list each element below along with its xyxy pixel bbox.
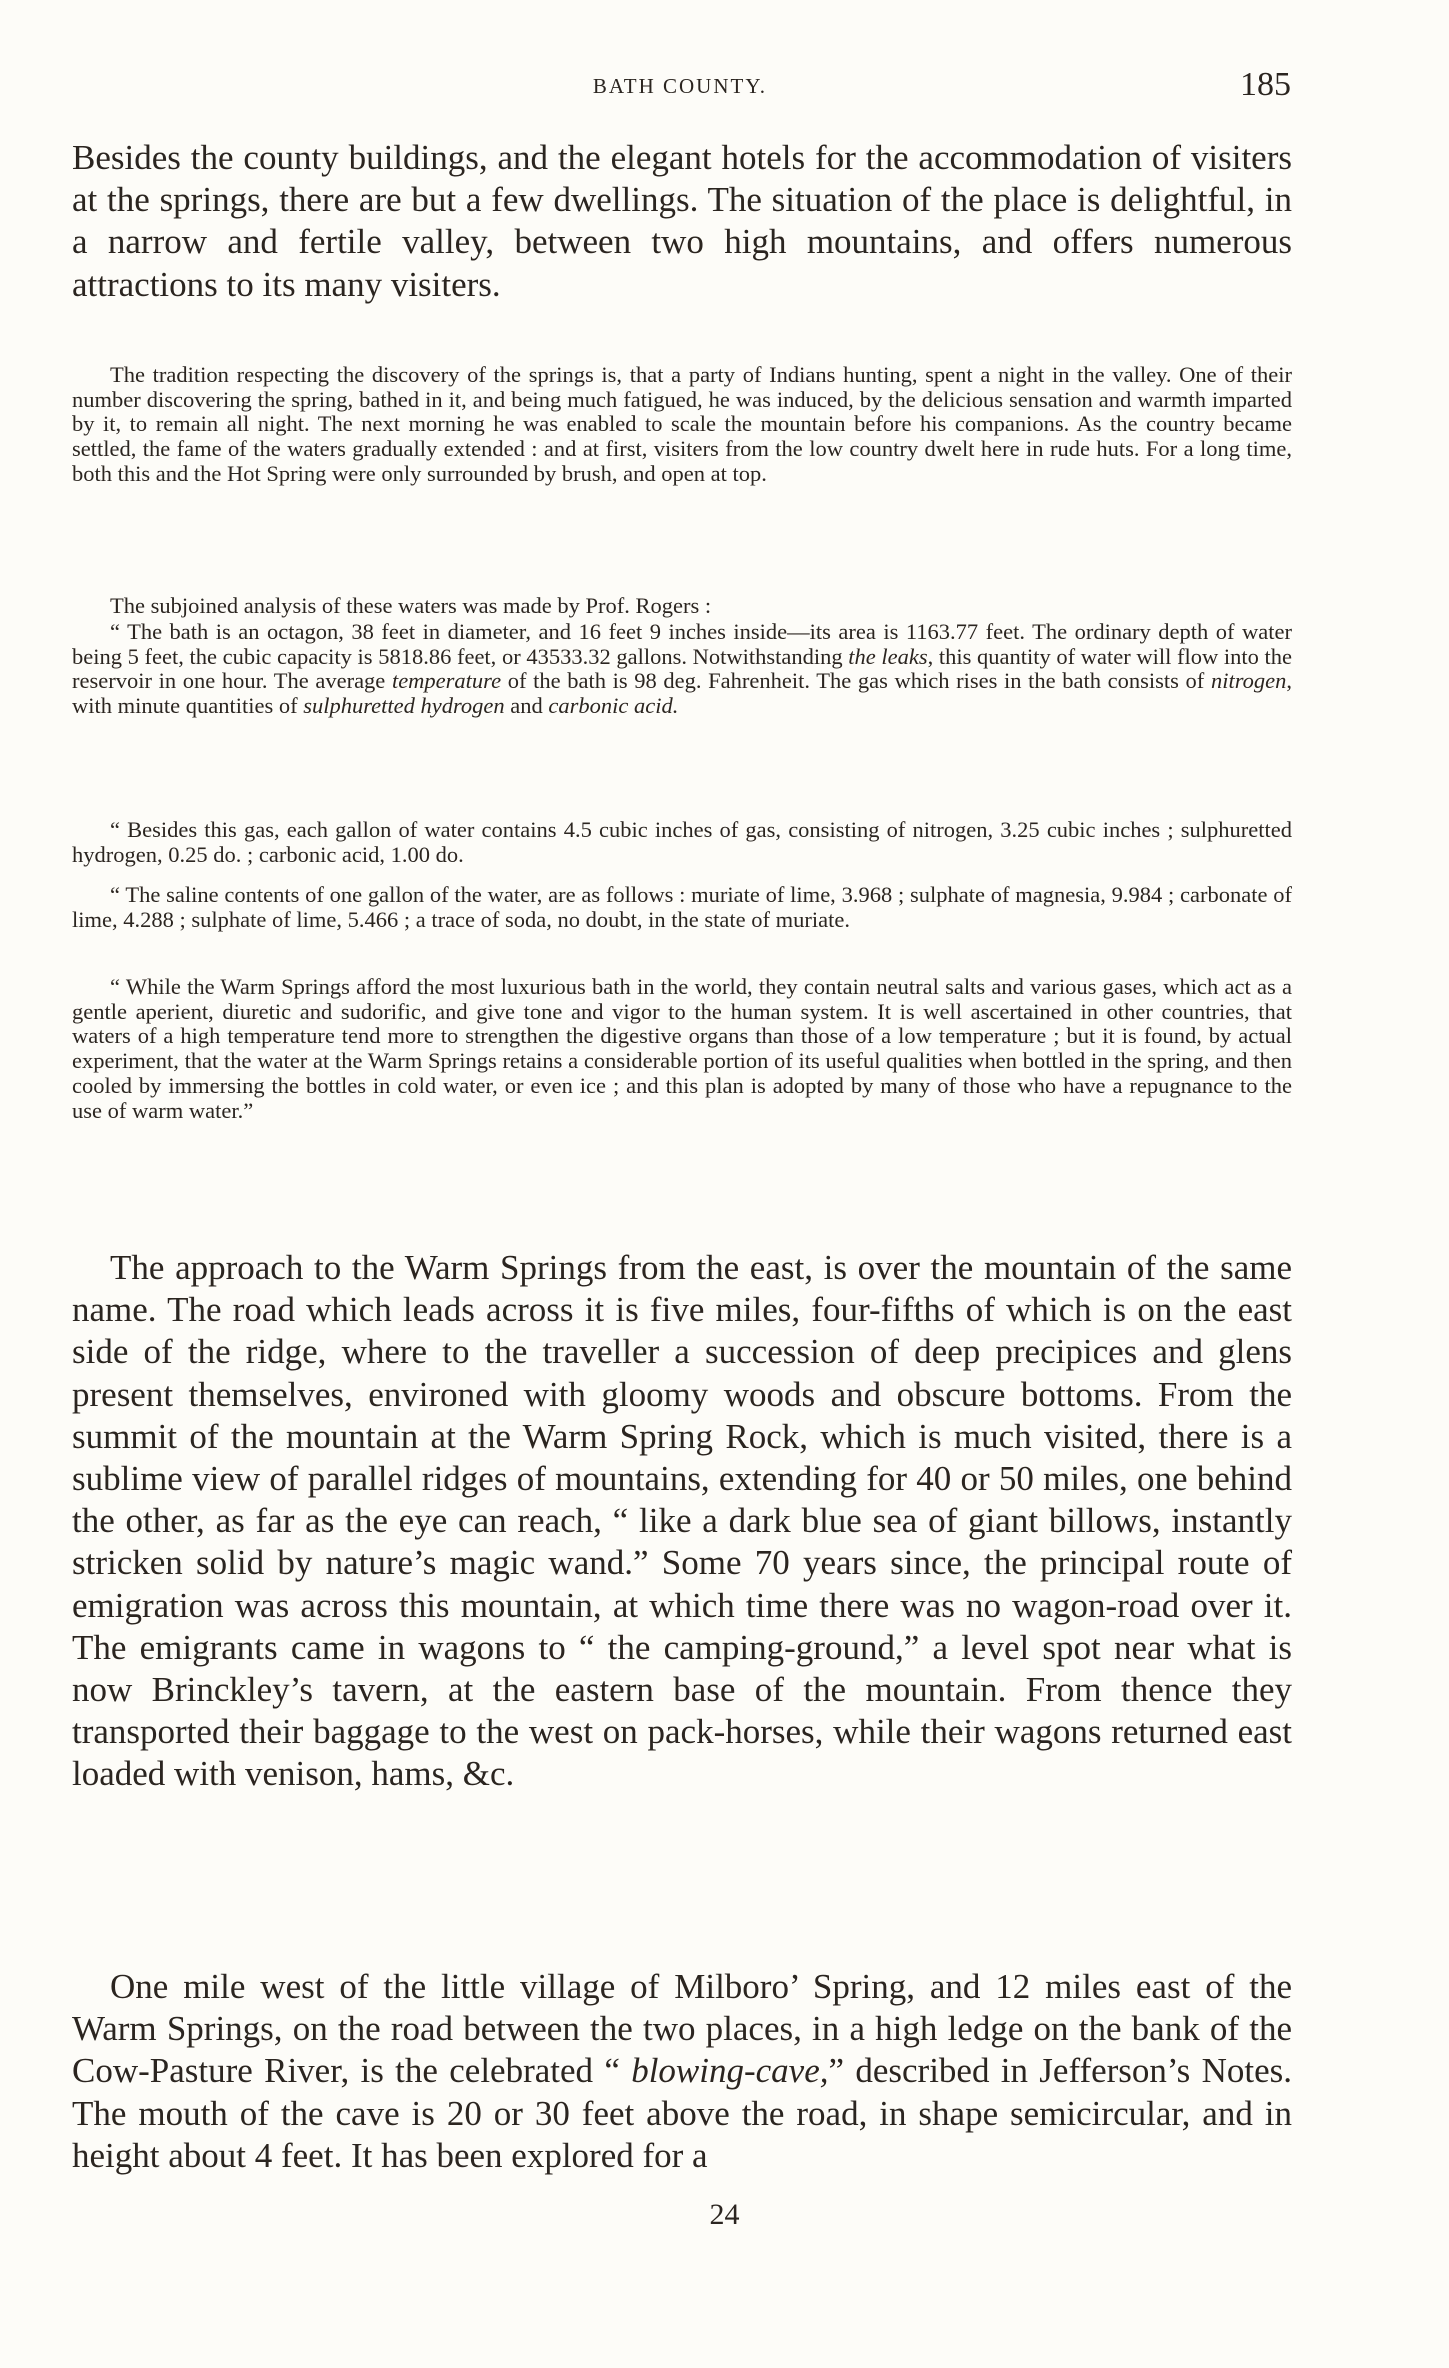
paragraph-saline-content: “ The saline contents of one gallon of the water, are as follows : muriate of lime, 3.968 ; sulphate of magnesia, 9.984 ; carbonate of lime, 4.288 ; sulphate of lime, 5.466 ; a trace of soda, no doubt, in the state of muriate. [72, 882, 1292, 932]
signature-mark: 24 [709, 2198, 740, 2231]
paragraph-intro: Besides the county buildings, and the elegant hotels for the accommodation of visiters at the springs, there are but a few dwellings. The situation of the place is delightful, in a narrow and fertile valley, between two high mountains, and offers numerous attractions to its many visiters. [72, 138, 1292, 304]
running-head: BATH COUNTY. [592, 74, 768, 98]
paragraph-medicinal-properties: “ While the Warm Springs afford the most luxurious bath in the world, they contain neutral salts and various gases, which act as a gentle aperient, diuretic and sudorific, and give tone and vigor to the human system. It is well ascertained in other countries, that waters of a high temperature tend more to strengthen the digestive organs than those of a low temperature ; but it is found, by actual experiment, that the water at the Warm Springs retains a considerable portion of its useful qualities when bottled in the spring, and then cooled by immersing the bottles in cold water, or even ice ; and this plan is adopted by many of those who have a repugnance to the use of warm water.” [72, 974, 1292, 1123]
paragraph-gas-content: “ Besides this gas, each gallon of water contains 4.5 cubic inches of gas, consisting of nitrogen, 3.25 cubic inches ; sulphuretted hydrogen, 0.25 do. ; carbonic acid, 1.00 do. [72, 817, 1292, 867]
paragraph-tradition: The tradition respecting the discovery of the springs is, that a party of Indians hunting, spent a night in the valley. One of their number discovering the spring, bathed in it, and being much fatigued, he was induced, by the delicious sensation and warmth imparted by it, to remain all night. The next morning he was enabled to scale the mountain before his companions. As the country became settled, the fame of the waters gradually extended : and at first, visiters from the low country dwelt here in rude huts. For a long time, both this and the Hot Spring were only surrounded by brush, and open at top. [72, 362, 1292, 486]
paragraph-blowing-cave: One mile west of the little village of Milboro’ Spring, and 12 miles east of the Warm Springs, on the road between the two places, in a high ledge on the bank of the Cow-Pasture River, is the celebrated “ blowing-cave,” described in Jefferson’s Notes. The mouth of the cave is 20 or 30 feet above the road, in shape semicircular, and in height about 4 feet. It has been explored for a [72, 1967, 1292, 2175]
paragraph-approach: The approach to the Warm Springs from the east, is over the mountain of the same name. The road which leads across it is five miles, four-fifths of which is on the east side of the ridge, where to the traveller a succession of deep precipices and glens present themselves, environed with gloomy woods and obscure bottoms. From the summit of the mountain at the Warm Spring Rock, which is much visited, there is a sublime view of parallel ridges of mountains, extending for 40 or 50 miles, one behind the other, as far as the eye can reach, “ like a dark blue sea of giant billows, instantly stricken solid by nature’s magic wand.” Some 70 years since, the principal route of emigration was across this mountain, at which time there was no wagon-road over it. The emigrants came in wagons to “ the camping-ground,” a level spot near what is now Brinckley’s tavern, at the eastern base of the mountain. From thence they transported their baggage to the west on pack-horses, while their wagons returned east loaded with venison, hams, &c. [72, 1248, 1292, 1794]
page-header [70, 66, 1290, 106]
page-number: 185 [1240, 66, 1291, 103]
paragraph-bath-description: “ The bath is an octagon, 38 feet in diameter, and 16 feet 9 inches inside—its area is 1163.77 feet. The ordinary depth of water being 5 feet, the cubic capacity is 5818.86 feet, or 43533.32 gallons. Notwithstanding the leaks, this quantity of water will flow into the reservoir in one hour. The average temperature of the bath is 98 deg. Fahrenheit. The gas which rises in the bath consists of nitrogen, with minute quantities of sulphuretted hydrogen and carbonic acid. [72, 619, 1293, 719]
paragraph-analysis-intro: The subjoined analysis of these waters was made by Prof. Rogers : [110, 593, 712, 618]
